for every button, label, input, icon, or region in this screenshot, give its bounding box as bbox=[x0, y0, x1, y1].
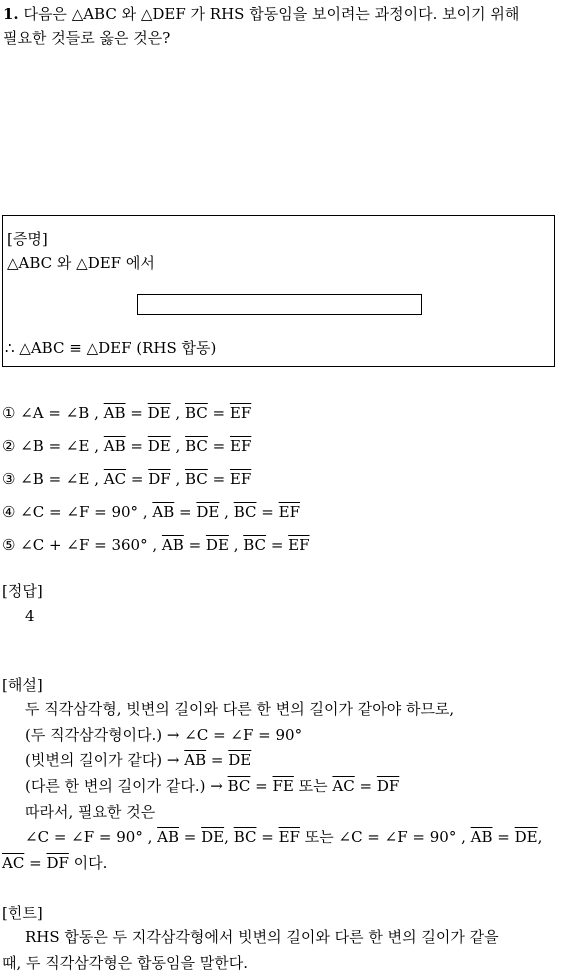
segment-df: $\overline{DF}$ bbox=[376, 777, 400, 795]
segment: $\overline{DE}$ bbox=[147, 437, 171, 455]
answer-heading: [정답] bbox=[2, 582, 43, 600]
comma: , bbox=[175, 437, 181, 455]
segment-ab: $\overline{AB}$ bbox=[470, 828, 493, 846]
equals-sign: = bbox=[183, 828, 197, 846]
segment: $\overline{EF}$ bbox=[229, 470, 252, 488]
choice-mark: ① bbox=[2, 404, 16, 422]
segment: $\overline{AB}$ bbox=[152, 503, 175, 521]
segment-ab: $\overline{AB}$ bbox=[157, 828, 179, 846]
equals-sign: = bbox=[270, 536, 284, 554]
segment: $\overline{AB}$ bbox=[103, 437, 126, 455]
choice-mark: ③ bbox=[2, 470, 16, 488]
equals-sign: = bbox=[255, 777, 268, 795]
explanation-line-7 bbox=[2, 852, 107, 873]
choice-mark: ② bbox=[2, 437, 16, 455]
segment-ef: $\overline{EF}$ bbox=[278, 828, 300, 846]
equals-sign: = bbox=[497, 828, 510, 846]
segment: $\overline{DE}$ bbox=[205, 536, 229, 554]
angle-condition: ∠C = ∠F = 90° , bbox=[25, 828, 153, 846]
comma: , bbox=[175, 470, 181, 488]
choice-angle-condition: ∠B = ∠E , bbox=[20, 437, 99, 455]
segment: $\overline{BC}$ bbox=[243, 536, 267, 554]
comma: , bbox=[175, 404, 181, 422]
equals-sign: = bbox=[212, 404, 226, 422]
choice-2[interactable] bbox=[2, 437, 251, 455]
or-text: 또는 bbox=[298, 777, 328, 795]
choice-4[interactable] bbox=[2, 503, 300, 521]
choice-angle-condition: ∠B = ∠E , bbox=[20, 470, 99, 488]
comma: , bbox=[224, 828, 229, 846]
blank-answer-box bbox=[137, 294, 422, 315]
proof-heading: [증명] bbox=[7, 230, 48, 248]
answer-value: 4 bbox=[25, 607, 35, 625]
explanation-line-5: 따라서, 필요한 것은 bbox=[25, 803, 156, 821]
equals-sign: = bbox=[29, 854, 42, 872]
segment-de: $\overline{DE}$ bbox=[201, 828, 225, 846]
segment: $\overline{AC}$ bbox=[103, 470, 127, 488]
equals-sign: = bbox=[210, 751, 224, 769]
proof-box bbox=[2, 215, 555, 367]
segment: $\overline{DE}$ bbox=[147, 404, 171, 422]
equals-sign: = bbox=[188, 536, 202, 554]
explanation-line-4 bbox=[25, 775, 399, 796]
proof-line-1: △ABC 와 △DEF 에서 bbox=[7, 254, 155, 272]
explanation-line-1: 두 직각삼각형, 빗변의 길이와 다른 한 변의 길이가 같아야 하므로, bbox=[25, 700, 455, 718]
segment: $\overline{BC}$ bbox=[185, 470, 208, 488]
explanation-line-4-text: (다른 한 변의 길이가 같다.) → bbox=[25, 777, 223, 795]
equals-sign: = bbox=[261, 828, 274, 846]
choice-mark: ④ bbox=[2, 503, 16, 521]
segment-de: $\overline{DE}$ bbox=[228, 751, 252, 769]
equals-sign: = bbox=[130, 437, 143, 455]
segment: $\overline{BC}$ bbox=[233, 503, 257, 521]
hint-line-1: RHS 합동은 두 지각삼각형에서 빗변의 길이와 다른 한 변의 길이가 같을 bbox=[25, 928, 499, 946]
equals-sign: = bbox=[212, 470, 226, 488]
segment: $\overline{EF}$ bbox=[230, 437, 252, 455]
segment: $\overline{BC}$ bbox=[185, 437, 208, 455]
question-line-1 bbox=[3, 3, 519, 24]
explanation-heading: [해설] bbox=[2, 676, 43, 694]
segment: $\overline{EF}$ bbox=[229, 404, 252, 422]
question-number: 1. bbox=[3, 5, 19, 23]
choice-mark: ⑤ bbox=[2, 536, 16, 554]
hint-line-2: 때, 두 직각삼각형은 합동임을 말한다. bbox=[2, 954, 248, 972]
segment: $\overline{AB}$ bbox=[103, 404, 126, 422]
choice-angle-condition: ∠C = ∠F = 90° , bbox=[20, 503, 148, 521]
proof-conclusion: ∴ △ABC ≡ △DEF (RHS 합동) bbox=[5, 339, 217, 357]
segment-ab: $\overline{AB}$ bbox=[184, 751, 207, 769]
segment-df: $\overline{DF}$ bbox=[46, 854, 69, 872]
explanation-line-2: (두 직각삼각형이다.) → ∠C = ∠F = 90° bbox=[25, 726, 303, 744]
segment-ac: $\overline{AC}$ bbox=[2, 854, 25, 872]
equals-sign: = bbox=[212, 437, 226, 455]
explanation-line-3 bbox=[25, 749, 251, 770]
equals-sign: = bbox=[130, 404, 143, 422]
comma: , bbox=[537, 828, 543, 846]
choice-angle-condition: ∠A = ∠B , bbox=[20, 404, 99, 422]
equals-sign: = bbox=[359, 777, 373, 795]
hint-heading: [힌트] bbox=[2, 904, 43, 922]
segment: $\overline{BC}$ bbox=[184, 404, 208, 422]
choice-5[interactable] bbox=[2, 536, 310, 554]
choice-1[interactable] bbox=[2, 404, 251, 422]
segment-bc: $\overline{BC}$ bbox=[227, 777, 251, 795]
ending-text: 이다. bbox=[73, 854, 108, 872]
segment-ac: $\overline{AC}$ bbox=[332, 777, 355, 795]
question-text-1: 다음은 △ABC 와 △DEF 가 RHS 합동임을 보이려는 과정이다. 보이기 위해 bbox=[23, 5, 520, 23]
or-angle-condition: 또는 ∠C = ∠F = 90° , bbox=[304, 828, 466, 846]
segment-de: $\overline{DE}$ bbox=[514, 828, 538, 846]
equals-sign: = bbox=[179, 503, 192, 521]
question-line-2: 필요한 것들로 옳은 것은? bbox=[3, 29, 171, 47]
choice-angle-condition: ∠C + ∠F = 360° , bbox=[20, 536, 158, 554]
segment: $\overline{AB}$ bbox=[161, 536, 184, 554]
segment: $\overline{DE}$ bbox=[196, 503, 220, 521]
comma: , bbox=[224, 503, 229, 521]
segment-fe: $\overline{FE}$ bbox=[272, 777, 294, 795]
comma: , bbox=[233, 536, 239, 554]
equals-sign: = bbox=[130, 470, 144, 488]
segment-bc: $\overline{BC}$ bbox=[233, 828, 257, 846]
segment: $\overline{DF}$ bbox=[148, 470, 171, 488]
equals-sign: = bbox=[261, 503, 274, 521]
segment: $\overline{EF}$ bbox=[288, 536, 310, 554]
explanation-line-6 bbox=[25, 826, 542, 847]
segment: $\overline{EF}$ bbox=[278, 503, 300, 521]
choice-3[interactable] bbox=[2, 470, 251, 488]
explanation-line-3-text: (빗변의 길이가 같다) → bbox=[25, 751, 180, 769]
